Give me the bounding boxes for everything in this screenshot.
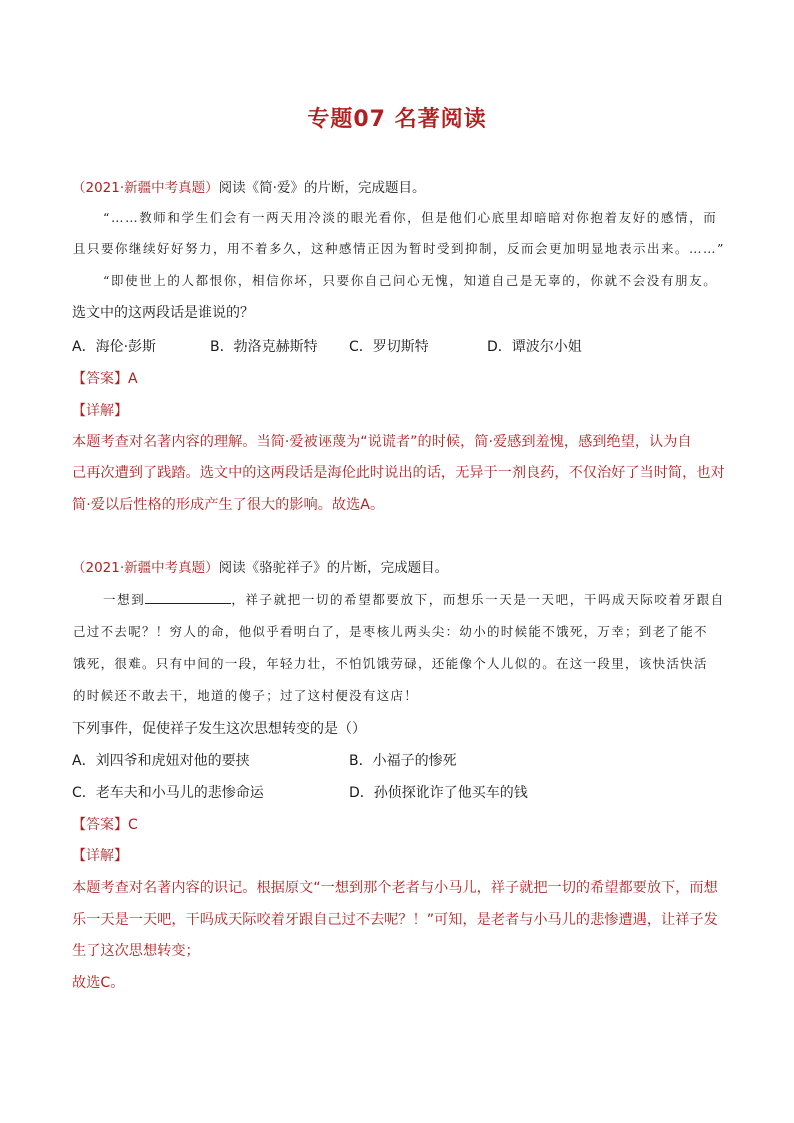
q2-source-line xyxy=(72,556,732,576)
q1-excerpt-line-2: 且只要你继续好好努力，用不着多久，这种感情正因为暂时受到抑制，反而会更加明显地表示出来。……” xyxy=(73,241,725,256)
q2-excerpt-line-1-rest: ，祥子就把一切的希望都要放下，而想乐一天是一天吧，干吗成天际咬着牙跟自 xyxy=(231,592,725,607)
q2-option-c: C．老车夫和小马儿的悲惨命运 xyxy=(72,785,264,801)
fill-in-blank xyxy=(145,591,231,604)
q2-excerpt-line-2: 己过不去呢？！穷人的命，他似乎看明白了，是枣核儿两头尖：幼小的时候能不饿死，万幸；到老了能不 xyxy=(73,624,708,639)
q1-answer-value: A xyxy=(128,371,138,387)
q2-option-d: D．孙侦探讹诈了他买车的钱 xyxy=(349,785,528,801)
q2-explanation-line-3: 生了这次思想转变； xyxy=(72,943,200,959)
q2-excerpt-line-1 xyxy=(103,590,723,608)
q2-source-tag: （2021·新疆中考真题） xyxy=(72,560,219,576)
q1-option-b: B．勃洛克赫斯特 xyxy=(210,339,318,355)
q2-source-text: 阅读《骆驼祥子》的片断，完成题目。 xyxy=(218,560,449,576)
q1-detail-label: 【详解】 xyxy=(72,403,128,419)
q1-explanation-line-3: 简·爱以后性格的形成产生了很大的影响。故选A。 xyxy=(72,497,385,513)
page-title: 专题07 名著阅读 xyxy=(307,107,487,132)
q1-source-tag: （2021·新疆中考真题） xyxy=(72,180,219,196)
q2-option-a: A．刘四爷和虎妞对他的要挟 xyxy=(72,753,250,769)
q1-option-d: D．谭波尔小姐 xyxy=(487,339,582,355)
q2-explanation-line-2: 乐一天是一天吧，干吗成天际咬着牙跟自己过不去呢？！”可知，是老者与小马儿的悲惨遭遇，让祥子发 xyxy=(72,912,718,928)
q1-source-text: 阅读《简·爱》的片断，完成题目。 xyxy=(218,180,426,196)
q1-excerpt-line-1: “……教师和学生们会有一两天用冷淡的眼光看你，但是他们心底里却暗暗对你抱着友好的感情，而 xyxy=(103,210,718,225)
q1-explanation-line-2: 己再次遭到了践踏。选文中的这两段话是海伦此时说出的话，无异于一剂良药，不仅治好了当时简，也对 xyxy=(72,465,725,481)
q1-source-line xyxy=(72,176,732,196)
q1-excerpt-line-3: “即使世上的人都恨你，相信你坏，只要你自己问心无愧，知道自己是无辜的，你就不会没有朋友。 xyxy=(103,273,718,288)
q2-answer-value: C xyxy=(128,817,138,833)
q2-answer-label: 【答案】 xyxy=(72,817,128,833)
q1-explanation-line-1: 本题考查对名著内容的理解。当简·爱被诬蔑为“说谎者”的时候，简·爱感到羞愧，感到绝望，认为自 xyxy=(72,434,692,450)
q2-excerpt-start: 一想到 xyxy=(103,592,146,607)
q1-answer-label: 【答案】 xyxy=(72,371,128,387)
q1-option-c: C．罗切斯特 xyxy=(349,339,429,355)
q2-answer xyxy=(72,814,732,834)
q2-option-b: B．小福子的惨死 xyxy=(349,753,457,769)
q1-option-a: A．海伦·彭斯 xyxy=(72,339,157,355)
q1-answer xyxy=(72,368,732,388)
q2-explanation-line-1: 本题考查对名著内容的识记。根据原文“一想到那个老者与小马儿，祥子就把一切的希望都要放下，而想 xyxy=(72,880,718,896)
q2-explanation-line-4: 故选C。 xyxy=(72,975,125,991)
q2-excerpt-line-3: 饿死，很难。只有中间的一段，年轻力壮，不怕饥饿劳碌，还能像个人儿似的。在这一段里，该快活快活 xyxy=(73,656,708,671)
q1-question: 选文中的这两段话是谁说的？ xyxy=(72,305,254,321)
q2-question: 下列事件，促使祥子发生这次思想转变的是（） xyxy=(72,721,366,737)
q2-excerpt-line-4: 的时候还不敢去干，地道的傻子；过了这村便没有这店！ xyxy=(73,688,419,703)
q2-detail-label: 【详解】 xyxy=(72,848,128,864)
